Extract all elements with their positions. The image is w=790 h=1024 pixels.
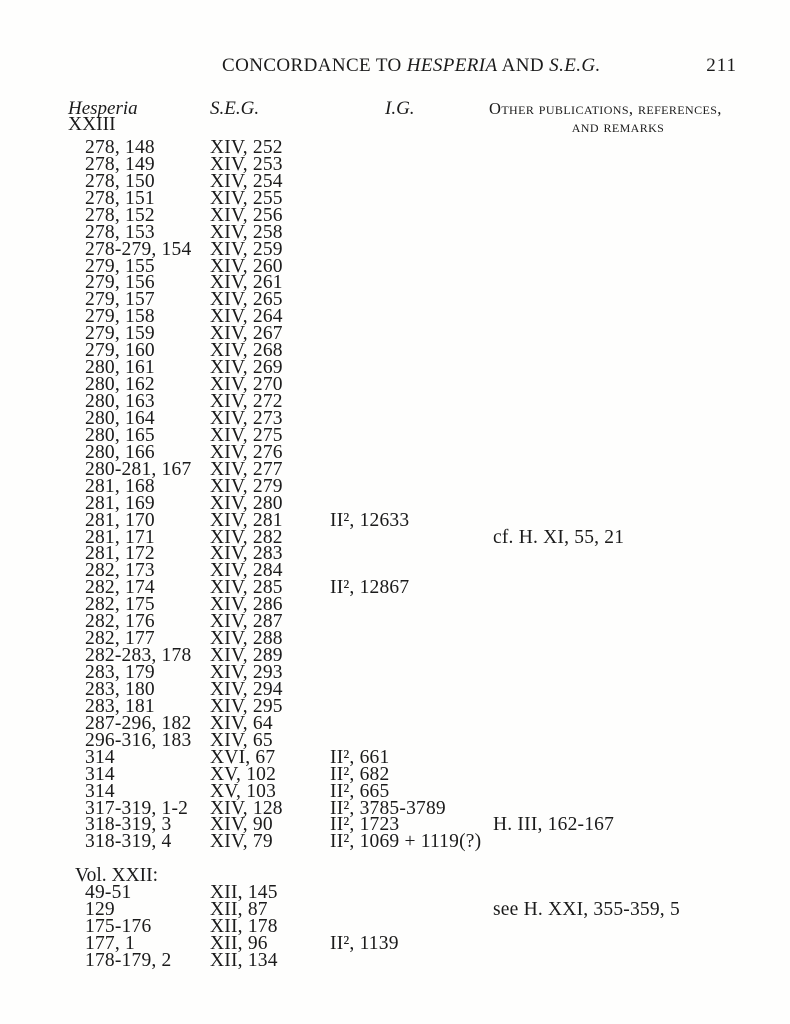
title-prefix: CONCORDANCE TO	[222, 55, 407, 76]
seg-cell: XIV, 273	[210, 407, 283, 429]
hesperia-cell: 280, 163	[85, 391, 155, 412]
hesperia-cell: 282, 176	[85, 611, 155, 633]
seg-cell: XIV, 287	[210, 611, 283, 633]
hesperia-cell: 280-281, 167	[85, 458, 192, 480]
seg-cell: XIV, 255	[210, 187, 283, 209]
seg-cell: XII, 178	[210, 916, 278, 938]
hesperia-cell: 314	[85, 780, 115, 802]
hesperia-cell: 177, 1	[85, 933, 135, 955]
page-title	[222, 55, 601, 77]
seg-cell: XIV, 79	[210, 831, 273, 853]
seg-cell: XII, 96	[210, 933, 268, 955]
seg-cell: XIV, 64	[210, 712, 273, 734]
hesperia-cell: 281, 168	[85, 475, 155, 497]
hesperia-cell: 314	[85, 763, 115, 785]
seg-cell: XIV, 272	[210, 391, 283, 412]
seg-cell: XIV, 268	[210, 340, 283, 362]
seg-cell: XIV, 258	[210, 221, 283, 243]
hesperia-cell: 175-176	[85, 916, 152, 938]
hesperia-cell: 281, 172	[85, 543, 155, 565]
seg-cell: XIV, 90	[210, 814, 273, 836]
hesperia-cell: 281, 169	[85, 492, 155, 514]
hesperia-cell: 281, 170	[85, 509, 155, 531]
hesperia-cell: 178-179, 2	[85, 950, 172, 971]
seg-cell: XIV, 65	[210, 729, 273, 751]
hesperia-cell: 279, 158	[85, 306, 155, 328]
hesperia-cell: 49-51	[85, 882, 132, 904]
concordance-table	[0, 114, 790, 971]
hesperia-cell: 129	[85, 899, 115, 921]
section-label: XXIII	[68, 114, 116, 135]
seg-cell: XIV, 252	[210, 136, 283, 158]
hesperia-cell: 278, 149	[85, 153, 155, 175]
seg-cell: XIV, 281	[210, 509, 283, 531]
hesperia-cell: 314	[85, 746, 115, 768]
page-number: 211	[706, 55, 737, 76]
page-header	[0, 55, 790, 77]
remarks-cell: cf. H. XI, 55, 21	[493, 526, 625, 548]
seg-cell: XIV, 267	[210, 323, 283, 345]
hesperia-cell: 318-319, 3	[85, 814, 172, 836]
seg-cell: XIV, 253	[210, 153, 283, 175]
title-and: AND	[497, 55, 550, 76]
table-row	[0, 729, 790, 751]
hesperia-cell: 296-316, 183	[85, 729, 192, 751]
hesperia-cell: 279, 156	[85, 272, 155, 294]
seg-cell: XII, 134	[210, 950, 278, 971]
hesperia-cell: 282, 174	[85, 577, 155, 599]
hesperia-cell: 283, 180	[85, 678, 155, 700]
hesperia-cell: 278, 153	[85, 221, 155, 243]
seg-cell: XV, 102	[210, 763, 277, 785]
seg-cell: XIV, 128	[210, 797, 283, 819]
seg-cell: XII, 87	[210, 899, 268, 921]
hesperia-cell: 280, 164	[85, 407, 155, 429]
seg-cell: XIV, 279	[210, 475, 283, 497]
seg-cell: XIV, 260	[210, 255, 283, 277]
seg-cell: XIV, 282	[210, 526, 283, 548]
hesperia-cell: 280, 161	[85, 357, 155, 379]
seg-cell: XIV, 289	[210, 645, 283, 667]
remarks-cell: see H. XXI, 355-359, 5	[493, 899, 680, 921]
seg-cell: XIV, 254	[210, 170, 283, 192]
ig-cell: II², 1139	[330, 933, 399, 955]
hesperia-cell: 317-319, 1-2	[85, 797, 189, 819]
seg-cell: XIV, 295	[210, 695, 283, 717]
table-section	[0, 865, 790, 971]
seg-cell: XVI, 67	[210, 746, 276, 768]
hesperia-cell: 279, 159	[85, 323, 155, 345]
hesperia-cell: 279, 160	[85, 340, 155, 362]
hesperia-cell: 283, 181	[85, 695, 155, 717]
column-header-hesperia: Hesperia	[68, 98, 138, 119]
seg-cell: XIV, 275	[210, 424, 283, 446]
seg-cell: XIV, 280	[210, 492, 283, 514]
hesperia-cell: 283, 179	[85, 662, 155, 683]
seg-cell: XIV, 264	[210, 306, 283, 328]
remarks-cell: H. III, 162-167	[493, 814, 615, 836]
seg-cell: XIV, 294	[210, 678, 283, 700]
ig-cell: II², 12633	[330, 509, 410, 531]
hesperia-cell: 280, 162	[85, 374, 155, 396]
seg-cell: XIV, 293	[210, 662, 283, 683]
hesperia-cell: 278, 150	[85, 170, 155, 192]
seg-cell: XIV, 265	[210, 289, 283, 311]
table-row	[0, 950, 790, 971]
seg-cell: XIV, 270	[210, 374, 283, 396]
ig-cell: II², 12867	[330, 577, 410, 599]
ig-cell: II², 665	[330, 780, 390, 802]
hesperia-cell: 278, 148	[85, 136, 155, 158]
table-row	[0, 763, 790, 785]
title-journal-seg: S.E.G.	[549, 55, 601, 76]
ig-cell: II², 3785-3789	[330, 797, 446, 819]
column-header-seg: S.E.G.	[210, 98, 260, 119]
hesperia-cell: 281, 171	[85, 526, 155, 548]
hesperia-cell: 279, 155	[85, 255, 155, 277]
seg-cell: XIV, 286	[210, 594, 283, 616]
ig-cell: II², 661	[330, 746, 390, 768]
hesperia-cell: 280, 165	[85, 424, 155, 446]
hesperia-cell: 282, 175	[85, 594, 155, 616]
table-section	[0, 114, 790, 853]
section-label: Vol. XXII:	[75, 865, 159, 887]
ig-cell: II², 1069 + 1119(?)	[330, 831, 482, 853]
column-header-other-line2: and remarks	[571, 116, 665, 136]
hesperia-cell: 278, 152	[85, 204, 155, 226]
table-row	[0, 746, 790, 768]
hesperia-cell: 280, 166	[85, 441, 155, 463]
hesperia-cell: 278, 151	[85, 187, 155, 209]
hesperia-cell: 282, 177	[85, 628, 155, 650]
seg-cell: XIV, 259	[210, 238, 283, 260]
ig-cell: II², 1723	[330, 814, 400, 836]
seg-cell: XII, 145	[210, 882, 278, 904]
seg-cell: XIV, 284	[210, 560, 283, 582]
column-header-other-line1: Other publications, references,	[489, 99, 722, 118]
seg-cell: XIV, 277	[210, 458, 283, 480]
table-row	[0, 831, 790, 853]
hesperia-cell: 282-283, 178	[85, 645, 192, 667]
seg-cell: XIV, 269	[210, 357, 283, 379]
ig-cell: II², 682	[330, 763, 390, 785]
hesperia-cell: 282, 173	[85, 560, 155, 582]
seg-cell: XIV, 283	[210, 543, 283, 565]
seg-cell: XIV, 288	[210, 628, 283, 650]
seg-cell: XV, 103	[210, 780, 277, 802]
column-header-ig: I.G.	[385, 98, 415, 119]
hesperia-cell: 279, 157	[85, 289, 155, 311]
seg-cell: XIV, 256	[210, 204, 283, 226]
hesperia-cell: 318-319, 4	[85, 831, 172, 853]
seg-cell: XIV, 276	[210, 441, 283, 463]
hesperia-cell: 287-296, 182	[85, 712, 192, 734]
seg-cell: XIV, 285	[210, 577, 283, 599]
hesperia-cell: 278-279, 154	[85, 238, 192, 260]
title-journal-hesperia: HESPERIA	[406, 55, 498, 76]
seg-cell: XIV, 261	[210, 272, 283, 294]
